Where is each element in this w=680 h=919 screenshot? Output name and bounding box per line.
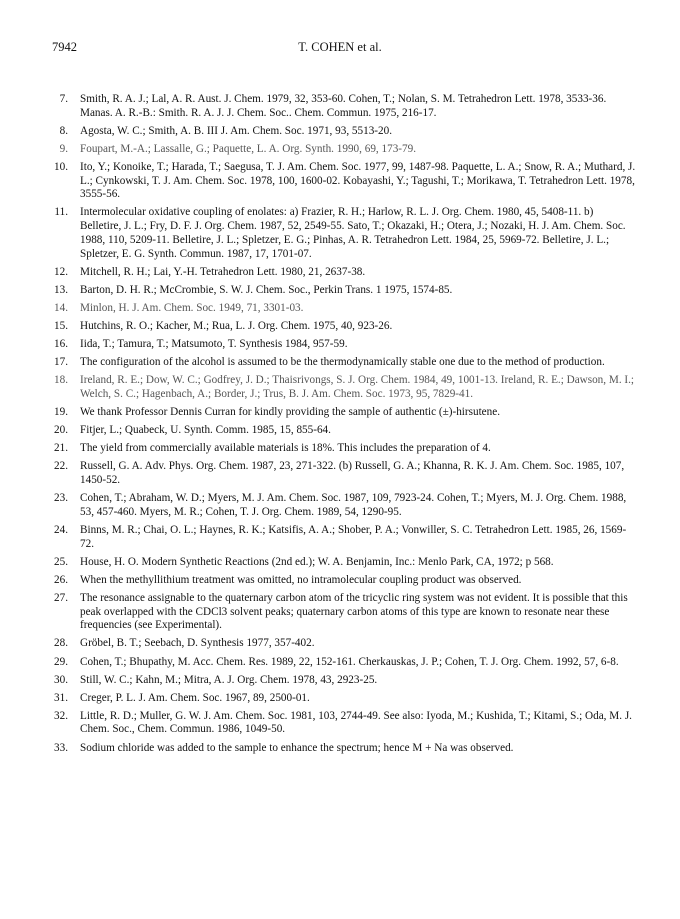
reference-text: The configuration of the alcohol is assumed to be the thermodynamically stable one due to the method of production.	[80, 356, 605, 369]
reference-text: Still, W. C.; Kahn, M.; Mitra, A. J. Org. Chem. 1978, 43, 2923-25.	[80, 673, 378, 686]
reference-item	[40, 284, 636, 298]
reference-number: 24.	[54, 523, 68, 536]
reference-number: 11.	[54, 206, 68, 219]
reference-item	[40, 460, 636, 487]
reference-text: We thank Professor Dennis Curran for kindly providing the sample of authentic (±)-hirsutene.	[80, 406, 501, 419]
reference-item	[40, 692, 636, 706]
reference-item	[40, 710, 636, 737]
reference-item	[40, 656, 636, 670]
reference-number: 29.	[54, 655, 68, 668]
reference-item	[40, 338, 636, 352]
reference-item	[40, 574, 636, 588]
reference-item	[40, 266, 636, 280]
reference-number: 8.	[59, 124, 68, 137]
reference-number: 17.	[54, 356, 68, 369]
reference-text: Minlon, H. J. Am. Chem. Soc. 1949, 71, 3301-03.	[80, 301, 304, 314]
reference-text: The resonance assignable to the quaternary carbon atom of the tricyclic ring system was not evident. It is possible that this peak overlapped with the CDCl3 solvent peaks; quaternary carbon atoms of this type are known to resonate near these frequencies (see Experimental).	[80, 591, 628, 632]
reference-text: Russell, G. A. Adv. Phys. Org. Chem. 1987, 23, 271-322. (b) Russell, G. A.; Khanna, R. K. J. Am. Chem. Soc. 1985, 107, 1450-52.	[80, 460, 625, 487]
reference-text: Gröbel, B. T.; Seebach, D. Synthesis 1977, 357-402.	[80, 637, 315, 650]
reference-text: Cohen, T.; Bhupathy, M. Acc. Chem. Res. 1989, 22, 152-161. Cherkauskas, J. P.; Cohen, T. J. Org. Chem. 1992, 57, 6-8.	[80, 655, 619, 668]
reference-number: 12.	[54, 265, 68, 278]
reference-item	[40, 206, 636, 261]
reference-item	[40, 93, 636, 120]
reference-number: 15.	[54, 319, 68, 332]
reference-text: Binns, M. R.; Chai, O. L.; Haynes, R. K.; Katsifis, A. A.; Shober, P. A.; Vonwiller, S. C. Tetrahedron Lett. 1985, 26, 1569-72.	[80, 523, 627, 550]
page-number: 7942	[52, 40, 77, 54]
reference-text: Ito, Y.; Konoike, T.; Harada, T.; Saegusa, T. J. Am. Chem. Soc. 1977, 99, 1487-98. Paquette, L. A.; Snow, R. A.; Muthard, J. L.; Cynkowski, T. J. Am. Chem. Soc. 1978, 100, 1600-02. Kobayashi, Y.; Tagushi, T.; Morikawa, T. Tetrahedron Lett. 1978, 3555-56.	[80, 160, 636, 201]
reference-text: Foupart, M.-A.; Lassalle, G.; Paquette, L. A. Org. Synth. 1990, 69, 173-79.	[80, 142, 417, 155]
reference-text: Mitchell, R. H.; Lai, Y.-H. Tetrahedron Lett. 1980, 21, 2637-38.	[80, 265, 366, 278]
reference-number: 28.	[54, 637, 68, 650]
reference-number: 14.	[54, 301, 68, 314]
reference-number: 16.	[54, 338, 68, 351]
reference-text: Little, R. D.; Muller, G. W. J. Am. Chem. Soc. 1981, 103, 2744-49. See also: Iyoda, M.; Kushida, T.; Kitami, S.; Oda, M. J. Chem. Soc., Chem. Commun. 1986, 1049-50.	[80, 709, 632, 736]
reference-number: 21.	[54, 442, 68, 455]
reference-item	[40, 556, 636, 570]
reference-number: 22.	[54, 460, 68, 473]
page-header	[40, 40, 640, 58]
reference-list	[40, 93, 636, 760]
reference-item	[40, 492, 636, 519]
reference-text: Smith, R. A. J.; Lal, A. R. Aust. J. Chem. 1979, 32, 353-60. Cohen, T.; Nolan, S. M. Tetrahedron Lett. 1978, 3533-36. Manas. A. R.-B.: Smith. R. A. J. J. Chem. Soc.. Chem. Commun. 1975, 216-17.	[80, 93, 607, 119]
reference-item	[40, 742, 636, 756]
reference-item	[40, 524, 636, 551]
reference-number: 32.	[54, 709, 68, 722]
reference-number: 30.	[54, 673, 68, 686]
reference-item	[40, 161, 636, 202]
reference-item	[40, 302, 636, 316]
reference-item	[40, 406, 636, 420]
reference-item	[40, 424, 636, 438]
reference-text: Sodium chloride was added to the sample to enhance the spectrum; hence M + Na was observed.	[80, 741, 514, 754]
reference-text: Creger, P. L. J. Am. Chem. Soc. 1967, 89, 2500-01.	[80, 691, 310, 704]
reference-text: House, H. O. Modern Synthetic Reactions (2nd ed.); W. A. Benjamin, Inc.: Menlo Park, CA, 1972; p 568.	[80, 555, 554, 568]
reference-number: 7.	[59, 93, 68, 105]
reference-text: Agosta, W. C.; Smith, A. B. III J. Am. Chem. Soc. 1971, 93, 5513-20.	[80, 124, 393, 137]
reference-item	[40, 356, 636, 370]
reference-text: Hutchins, R. O.; Kacher, M.; Rua, L. J. Org. Chem. 1975, 40, 923-26.	[80, 319, 393, 332]
running-head: T. COHEN et al.	[298, 40, 382, 54]
reference-number: 20.	[54, 424, 68, 437]
reference-text: Cohen, T.; Abraham, W. D.; Myers, M. J. Am. Chem. Soc. 1987, 109, 7923-24. Cohen, T.; Myers, M. J. Org. Chem. 1988, 53, 457-460. Myers, M. R.; Cohen, T. J. Org. Chem. 1989, 54, 1290-95.	[80, 492, 627, 518]
reference-number: 23.	[54, 492, 68, 505]
reference-item	[40, 442, 636, 456]
reference-number: 13.	[54, 283, 68, 296]
reference-number: 33.	[54, 741, 68, 754]
reference-item	[40, 374, 636, 401]
reference-number: 25.	[54, 555, 68, 568]
reference-text: The yield from commercially available materials is 18%. This includes the preparation of 4.	[80, 442, 491, 455]
reference-text: Iida, T.; Tamura, T.; Matsumoto, T. Synthesis 1984, 957-59.	[80, 338, 348, 351]
reference-number: 26.	[54, 573, 68, 586]
reference-text: Fitjer, L.; Quabeck, U. Synth. Comm. 1985, 15, 855-64.	[80, 424, 331, 437]
reference-item	[40, 143, 636, 157]
reference-number: 27.	[54, 591, 68, 604]
reference-item	[40, 674, 636, 688]
reference-number: 31.	[54, 691, 68, 704]
reference-number: 9.	[59, 142, 68, 155]
reference-number: 10.	[54, 160, 68, 173]
reference-text: Intermolecular oxidative coupling of enolates: a) Frazier, R. H.; Harlow, R. L. J. Org. Chem. 1980, 45, 5408-11. b) Belletire, J. L.; Fry, D. F. J. Org. Chem. 1987, 52, 2549-55. Sato, T.; Okazaki, H.; Otera, J.; Nozaki, H. J. Am. Chem. Soc. 1988, 110, 5209-11. Belletire, J. L.; Spletzer, E. G.; Pinhas, A. R. Tetrahedron Lett. 1984, 25, 5969-72. Belletire, J. L.; Spletzer, E. G. Synth. Commun. 1987, 17, 1701-07.	[80, 206, 626, 260]
reference-item	[40, 637, 636, 651]
reference-text: Barton, D. H. R.; McCrombie, S. W. J. Chem. Soc., Perkin Trans. 1 1975, 1574-85.	[80, 283, 453, 296]
reference-item	[40, 320, 636, 334]
reference-number: 18.	[54, 374, 68, 387]
reference-number: 19.	[54, 406, 68, 419]
reference-item	[40, 125, 636, 139]
reference-text: When the methyllithium treatment was omitted, no intramolecular coupling product was observed.	[80, 573, 522, 586]
reference-text: Ireland, R. E.; Dow, W. C.; Godfrey, J. D.; Thaisrivongs, S. J. Org. Chem. 1984, 49, 1001-13. Ireland, R. E.; Dawson, M. I.; Welch, S. C.; Hagenbach, A.; Border, J.; Trus, B. J. Am. Chem. Soc. 1973, 95, 7829-41.	[80, 374, 635, 400]
reference-item	[40, 592, 636, 633]
